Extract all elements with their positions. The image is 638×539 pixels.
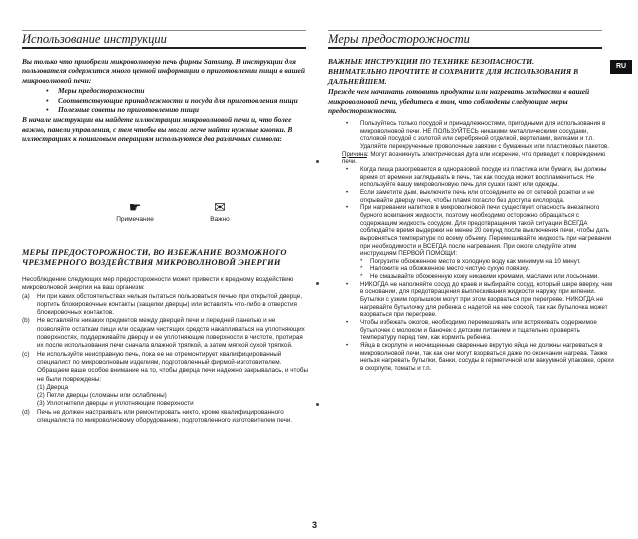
list-item: • НИКОГДА не наполняйте сосуд до краев и выбирайте сосуд, который шире вверху, чем в основании, для предотвращения выплескивания жидкости наружу при кипении. Бутылки с узким горлышком могут при этом взорваться при перегреве. НИКОГДА не нагревайте бутылочку для ребенка с надетой на нее соской, так как бутылочка может взорваться при перегреве. (328, 281, 614, 319)
list-item: • Полезные советы по приготовлению пищи (58, 105, 306, 114)
read-and-keep-heading: ВНИМАТЕЛЬНО ПРОЧТИТЕ И СОХРАНИТЕ ДЛЯ ИСПОЛЬЗОВАНИЯ В ДАЛЬНЕЙШЕМ. (328, 67, 579, 86)
note-label: Примечание (116, 216, 154, 223)
list-item: • Яйца в скорлупе и неочищенные сваренные вкрутую яйца не должны нагреваться в микроволновой печи, так как они могут взорваться даже по окончании нагрева. Также нельзя нагревать бутылки, банки, сосуды в герметичной или вакуумной упаковке, орехи в скорлупе, томаты и т.п. (328, 342, 614, 373)
right-section-header: Меры предосторожности (328, 30, 602, 49)
important-symbol (185, 198, 255, 223)
binder-dot (316, 160, 319, 163)
intro-paragraph: Вы только что приобрели микроволновую печь фирмы Samsung. В инструкции для пользователя содержится много ценной информации о приготовлении пищи в вашей микроволновой печи: (22, 57, 305, 85)
binder-dot (316, 403, 319, 406)
list-item: (b) Не вставляйте никаких предметов между дверцей печи и передней панелью и не позволяйте остаткам пищи или осадкам чистящих средств накапливаться на уплотняющих поверхностях, поддерживайте дверцу и ее уплотняющие поверхности в чистоте, протирая их после использования печи сначала влажной тряпкой, а затем мягкой сухой тряпкой. (22, 317, 305, 350)
list-item: (3) Уплотнители дверцы и уплотняющие поверхности (37, 400, 194, 408)
safety-body (22, 276, 310, 425)
list-item: (2) Петли дверцы (сломаны или ослаблены) (37, 392, 167, 400)
binder-dot (316, 282, 319, 285)
envelope-x-icon: ✉ (214, 199, 226, 215)
list-item: • Пользуйтесь только посудой и принадлежностями, пригодными для использования в микроволновой печи. НЕ ПОЛЬЗУЙТЕСЬ никакими металлическими сосудами, столовой посудой с золотой или серебряной отделкой, вертелами, вилками и т.п. Удаляйте перекрученные проволочные завязки с бумажных или пластиковых пакетов. (328, 120, 614, 151)
right-headings (328, 57, 608, 116)
list-item: • Если заметите дым, выключите печь или отсоедините ее от сетевой розетки и не открывайте дверцу печи, чтобы пламя погасло без доступа кислорода. (328, 189, 614, 204)
list-item: • При нагревании напитков в микроволновой печи существует опасность внезапного бурного вскипания жидкости, поэтому необходимо осторожно обращаться с содержащим жидкость сосудом. Для предотвращения такой ситуации ВСЕГДА соблюдайте время выдержки не менее 20 секунд после выключения печи, чтобы дать выровняться температуре по всему объему. Перемешивайте жидкость при нагревании при необходимости и ВСЕГДА после нагревания. При ожоге следуйте этим инструкциям ПЕРВОЙ ПОМОЩИ: (328, 204, 614, 258)
list-item: (c) Не используйте неисправную печь, пока ее не отремонтирует квалифицированный специалист по микроволновым изделиям, подготовленный фирмой-изготовителем. Обращаем ваше особое внимание на то, чтобы дверца печи надежно закрывалась, и чтобы не были повреждены: (22, 350, 309, 383)
list-item: • Соответствующие принадлежности и посуда для приготовления пищи (58, 96, 306, 105)
reason-note: Причина: Могут возникнуть электрическая дуга или искрение, что приведет к повреждению печи. (342, 150, 606, 166)
list-item: (d) Печь не должен настраивать или ремонтировать никто, кроме квалифицированного специалиста по микроволновому оборудованию, подготовленного изготовителем печи. (22, 408, 293, 425)
intro-paragraph-2: В начале инструкции вы найдете иллюстрации микроволновой печи и, что более важно, панели управления, с тем чтобы вы могли легче найти нужные кнопки. В иллюстрациях к пошаговым операциям используются два различных символа: (22, 115, 293, 144)
first-aid-item: * Наложите на обожженное место чистую сухую повязку. (328, 265, 614, 273)
list-item: • Меры предосторожности (58, 86, 306, 95)
intro-block (22, 57, 306, 144)
list-item: (1) Дверца (37, 383, 69, 391)
first-aid-item: * Погрузите обожженное место в холодную воду как минимум на 10 минут. (328, 258, 614, 266)
symbol-legend (100, 198, 270, 234)
list-item: (a) Ни при каких обстоятельствах нельзя пытаться пользоваться печью при открытой дверце, портить блокировочные контакты (защелки дверцы) или вставлять что-либо в отверстия блокировочных контактов. (22, 292, 303, 317)
safety-title: МЕРЫ ПРЕДОСТОРОЖНОСТИ, ВО ИЗБЕЖАНИЕ ВОЗМОЖНОГО ЧРЕЗМЕРНОГО ВОЗДЕЙСТВИЯ МИКРОВОЛНОВОЙ ЭНЕРГИИ (22, 248, 287, 267)
precautions-body (328, 120, 614, 373)
list-item: • Когда пища разогревается в одноразовой посуде из пластика или бумаги, вы должны время от времени заглядывать в печь, так как посуда может воспламениться. Не используйте вашу микроволновую печь для сушки газет или одежды. (328, 166, 614, 189)
safety-intro: Несоблюдение следующих мер предосторожности может привести к вредному воздействию микроволновой энергии на ваш организм: (22, 276, 294, 292)
left-section-header: Использование инструкции (22, 30, 306, 49)
note-symbol (100, 198, 170, 223)
first-aid-item: * Не смазывайте обожженную кожу никакими кремами, маслами или лосьонами. (328, 273, 614, 281)
language-tab: RU (610, 60, 632, 74)
list-item: • Чтобы избежать ожогов, необходимо перемешивать или встряхивать содержимое бутылочек с молоком и баночек с детским питанием и тщательно проверять температуру перед тем, как кормить ребенка. (328, 319, 614, 342)
intro-list (58, 86, 306, 114)
page-number: 3 (312, 520, 318, 530)
important-instructions-heading: ВАЖНЫЕ ИНСТРУКЦИИ ПО ТЕХНИКЕ БЕЗОПАСНОСТИ. (328, 57, 534, 66)
precautions-heading: Прежде чем начинать готовить продукты или нагревать жидкости в вашей микроволновой печи, убедитесь в том, что соблюдены следующие меры предосторожности. (328, 87, 590, 116)
important-label: Важно (210, 216, 230, 223)
hand-pointer-icon: ☛ (128, 199, 142, 215)
